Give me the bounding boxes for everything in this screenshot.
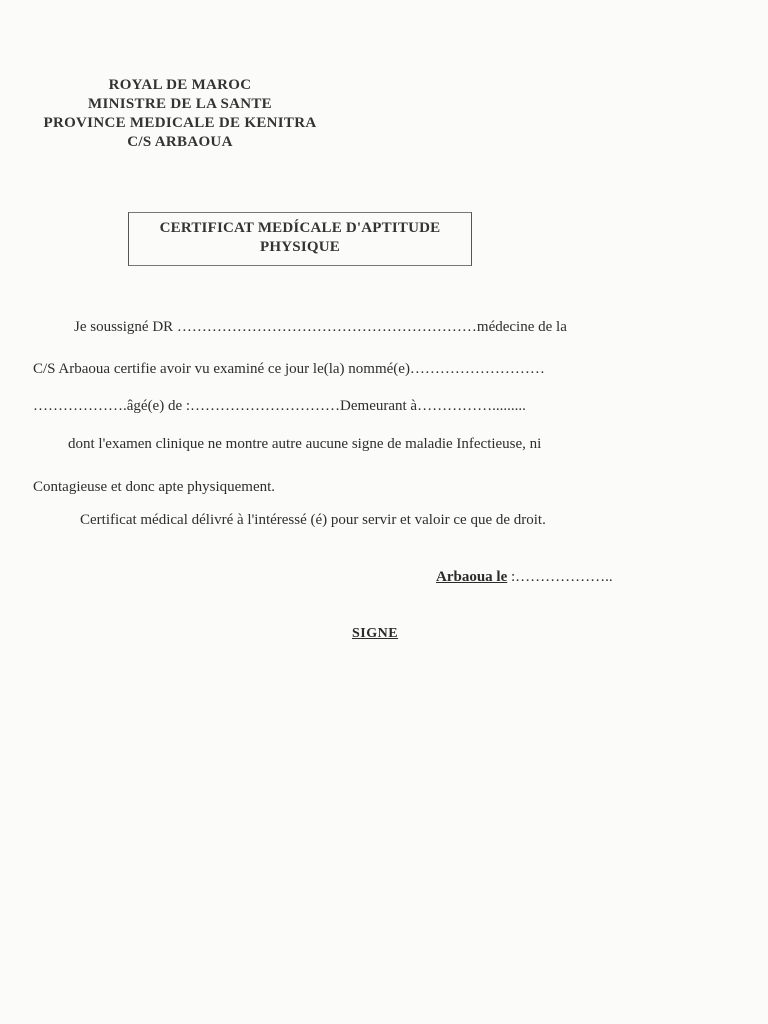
body-line-examined: C/S Arbaoua certifie avoir vu examiné ce jour le(la) nommé(e)……………………… <box>33 361 545 377</box>
title-line-2: PHYSIQUE <box>260 239 340 255</box>
body-line-fitness: Contagieuse et donc apte physiquement. <box>33 479 276 495</box>
body-line-exam-result: dont l'examen clinique ne montre autre aucune signe de maladie Infectieuse, ni <box>68 436 542 452</box>
header-province: PROVINCE MEDICALE DE KENITRA <box>43 115 317 131</box>
date-value: :……………….. <box>507 569 613 585</box>
date-line <box>436 569 613 586</box>
header-health-center: C/S ARBAOUA <box>127 134 233 150</box>
body-line-age-residence: ……………….âgé(e) de :…………………………Demeurant à……………......... <box>33 398 526 414</box>
body-line-doctor: Je soussigné DR ……………………………………………………médecine de la <box>74 319 567 335</box>
body-line-delivery: Certificat médical délivré à l'intéressé (é) pour servir et valoir ce que de droit. <box>80 512 546 528</box>
document-header <box>10 76 350 152</box>
signature-label: SIGNE <box>352 626 399 641</box>
header-kingdom: ROYAL DE MAROC <box>108 77 252 93</box>
title-line-1: CERTIFICAT MEDÍCALE D'APTITUDE <box>159 220 441 236</box>
document-title-box <box>128 212 472 266</box>
header-ministry: MINISTRE DE LA SANTE <box>88 96 272 112</box>
date-label: Arbaoua le <box>436 569 508 585</box>
